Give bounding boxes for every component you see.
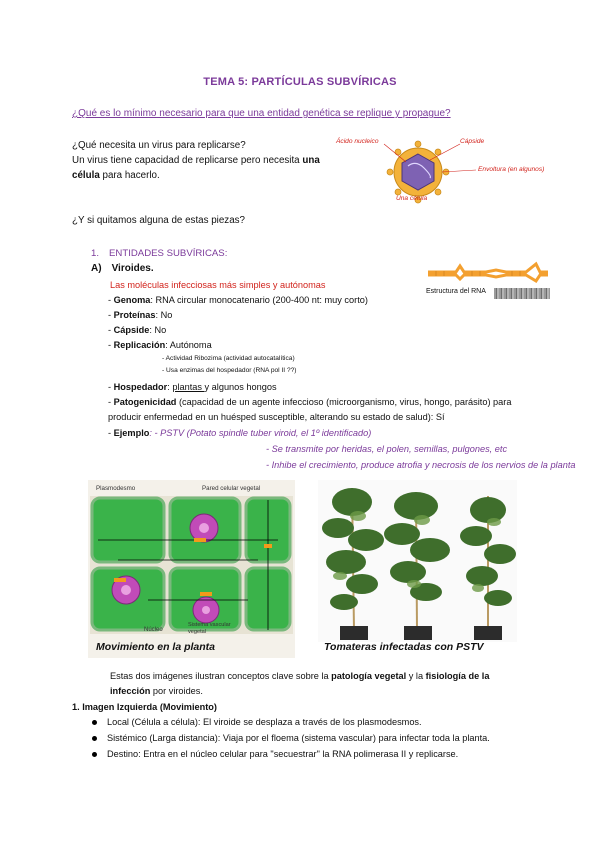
label-vascular: Sistema vascular vegetal	[188, 622, 231, 635]
figure-movement	[88, 480, 295, 658]
ejemplo-transmision: - Se transmite por heridas, el polen, semillas, pulgones, etc	[266, 444, 508, 454]
capside-line: - Cápside: No	[108, 325, 167, 335]
bullet-local: Local (Célula a célula): El viroide se desplaza a través de los plasmodesmos.	[92, 716, 422, 729]
label-cell: Una célula	[396, 195, 428, 202]
bullet-dot-icon	[92, 752, 97, 757]
explain-line-2: infección por viroides.	[110, 686, 203, 696]
red-definition: Las moléculas infecciosas más simples y autónomas	[110, 280, 326, 290]
rna-structure-figure	[426, 260, 550, 304]
virus-diagram	[336, 132, 546, 212]
genoma-line: - Genoma: RNA circular monocatenario (200-400 nt: muy corto)	[108, 295, 368, 305]
replicacion-sub-2: - Usa enzimas del hospedador (RNA pol II ??)	[162, 367, 297, 374]
question-2: ¿Y si quitamos alguna de estas piezas?	[72, 215, 246, 226]
figure-tomato-plants	[318, 480, 517, 658]
intro-line-3: célula para hacerlo.	[72, 170, 160, 181]
sub-heading: A) Viroides.	[91, 263, 154, 274]
label-plasmodesmo: Plasmodesmo	[96, 485, 136, 492]
explain-line-1: Estas dos imágenes ilustran conceptos clave sobre la patología vegetal y la fisiología de la	[110, 671, 490, 681]
hospedador-line: - Hospedador: plantas y algunos hongos	[108, 382, 277, 392]
page-title: TEMA 5: PARTÍCULAS SUBVÍRICAS	[203, 76, 397, 88]
bullet-destination: Destino: Entra en el núcleo celular para "secuestrar" la RNA polimerasa II y replicarse.	[92, 748, 458, 761]
replicacion-sub-1: - Actividad Ribozima (actividad autocatalítica)	[162, 355, 295, 362]
ejemplo-efectos: - Inhibe el crecimiento, produce atrofia y necrosis de los nervios de la planta	[266, 460, 576, 470]
ejemplo-line: - Ejemplo: - PSTV (Potato spindle tuber viroid, el 1º identificado)	[108, 428, 372, 438]
list-heading: 1. Imagen Izquierda (Movimiento)	[72, 702, 217, 712]
label-capsid: Cápside	[460, 138, 485, 145]
label-nucleus: Núcleo	[144, 627, 163, 633]
label-cell-wall: Pared celular vegetal	[202, 485, 261, 492]
bullet-dot-icon	[92, 720, 97, 725]
label-envelope: Envoltura (en algunos)	[478, 166, 545, 173]
proteinas-line: - Proteínas: No	[108, 310, 173, 320]
bullet-dot-icon	[92, 736, 97, 741]
patogenicidad-line-1: - Patogenicidad (capacidad de un agente infeccioso (microorganismo, virus, hongo, parásito) para	[108, 397, 512, 407]
rna-structure-label: Estructura del RNA	[426, 288, 486, 295]
intro-line-2: Un virus tiene capacidad de replicarse pero necesita una	[72, 155, 320, 166]
patogenicidad-line-2: producir enfermedad en un huésped susceptible, alterando su estado de salud): Sí	[108, 412, 445, 422]
bullet-systemic: Sistémico (Larga distancia): Viaja por el floema (sistema vascular) para infectar toda la planta.	[92, 732, 490, 745]
intro-line-1: ¿Qué necesita un virus para replicarse?	[72, 140, 246, 151]
caption-tomato: Tomateras infectadas con PSTV	[324, 641, 484, 653]
section-heading: 1. ENTIDADES SUBVÍRICAS:	[91, 248, 228, 259]
caption-movement: Movimiento en la planta	[96, 641, 216, 653]
rna-micrograph	[494, 288, 550, 299]
main-question: ¿Qué es lo mínimo necesario para que una entidad genética se replique y propague?	[72, 108, 451, 119]
replicacion-line: - Replicación: Autónoma	[108, 340, 212, 350]
label-nucleic-acid: Ácido nucleico	[336, 138, 379, 145]
